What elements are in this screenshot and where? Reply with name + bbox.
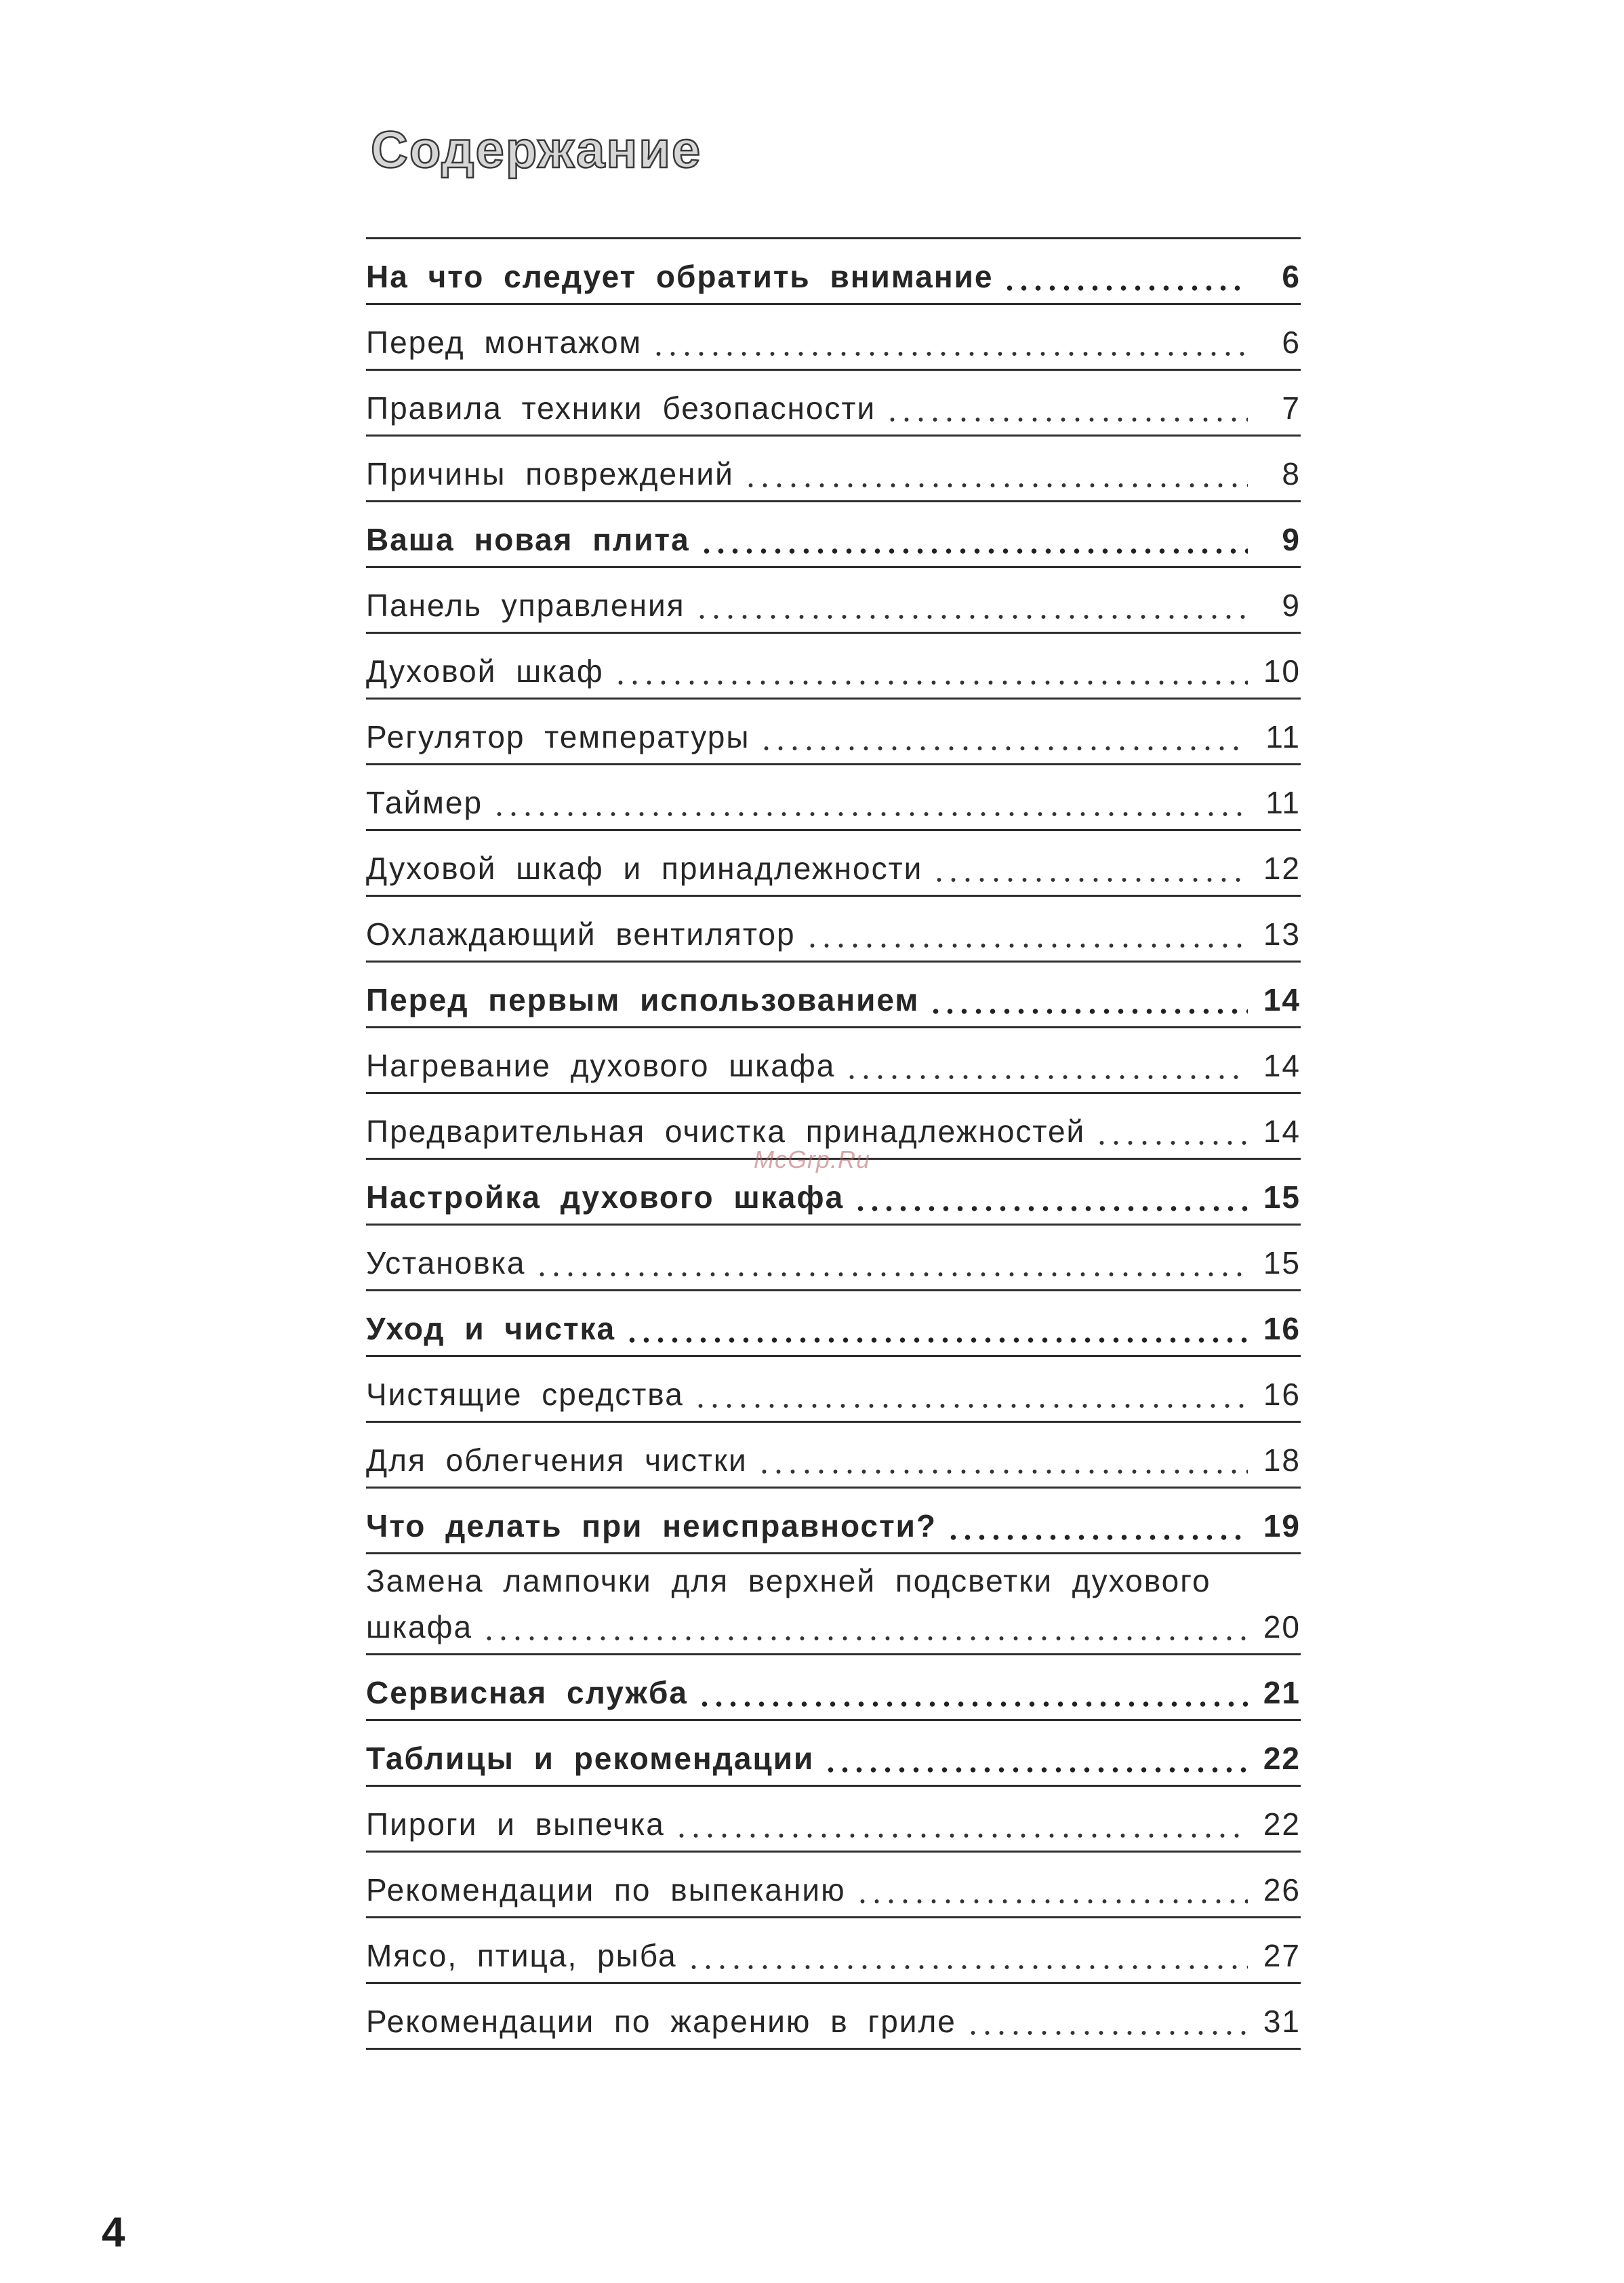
toc-entry-page: 14	[1263, 1114, 1301, 1149]
dot-leader	[674, 1833, 1248, 1838]
toc-entry[interactable]	[366, 437, 1301, 502]
toc-entry-page: 19	[1263, 1508, 1301, 1543]
toc-entry-label: Таблицы и рекомендации	[366, 1741, 815, 1776]
table-of-contents	[366, 237, 1301, 2050]
toc-entry-label: Панель управления	[366, 588, 685, 623]
toc-entry-label: Что делать при неисправности?	[366, 1508, 937, 1543]
toc-entry-page: 31	[1263, 2004, 1301, 2039]
toc-entry-label: Охлаждающий вентилятор	[366, 916, 796, 952]
dot-leader	[805, 943, 1248, 948]
dot-leader	[613, 680, 1248, 685]
toc-entry-label: Предварительная очистка принадлежностей	[366, 1114, 1086, 1149]
toc-entry[interactable]	[366, 305, 1301, 371]
dot-leader	[759, 746, 1248, 751]
toc-entry[interactable]	[366, 765, 1301, 831]
toc-entry-label: Таймер	[366, 785, 483, 820]
dot-leader	[699, 548, 1248, 554]
toc-entry-page: 14	[1263, 1048, 1301, 1083]
toc-entry[interactable]	[366, 1984, 1301, 2050]
toc-entry-page: 14	[1263, 982, 1301, 1017]
toc-entry-page: 18	[1263, 1442, 1301, 1478]
toc-entry-label-continued: шкафа	[366, 1609, 473, 1644]
toc-entry-page: 7	[1282, 390, 1301, 426]
dot-leader	[492, 811, 1248, 817]
dot-leader	[853, 1205, 1248, 1211]
dot-leader	[687, 1964, 1248, 1970]
toc-entry-page: 9	[1282, 588, 1301, 623]
page-number: 4	[102, 2209, 125, 2256]
toc-entry-label: Установка	[366, 1245, 526, 1280]
watermark: McGrp.Ru	[754, 1146, 871, 1173]
toc-entry-page: 15	[1263, 1179, 1301, 1215]
toc-entry[interactable]	[366, 568, 1301, 634]
toc-entry-page: 11	[1265, 785, 1301, 820]
toc-entry-page: 16	[1263, 1311, 1301, 1346]
toc-entry[interactable]	[366, 1554, 1301, 1655]
toc-entry-page: 21	[1263, 1675, 1301, 1710]
dot-leader	[625, 1337, 1248, 1343]
toc-entry[interactable]	[366, 371, 1301, 437]
toc-entry-page: 13	[1263, 916, 1301, 952]
toc-entry-page: 22	[1263, 1741, 1301, 1776]
toc-entry-label: Регулятор температуры	[366, 719, 750, 754]
dot-leader	[824, 1766, 1248, 1773]
toc-entry[interactable]	[366, 634, 1301, 700]
toc-entry[interactable]	[366, 1853, 1301, 1918]
dot-leader	[535, 1272, 1248, 1277]
toc-entry[interactable]	[366, 502, 1301, 568]
dot-leader	[845, 1074, 1248, 1080]
toc-entry[interactable]	[366, 1918, 1301, 1984]
toc-entry-page: 22	[1263, 1806, 1301, 1842]
dot-leader	[1002, 285, 1248, 291]
dot-leader	[929, 1008, 1248, 1014]
toc-entry-label: Нагревание духового шкафа	[366, 1048, 836, 1083]
toc-entry-label: Замена лампочки для верхней подсветки духового	[366, 1563, 1211, 1598]
dot-leader	[651, 351, 1248, 357]
toc-entry-label: Мясо, птица, рыба	[366, 1938, 677, 1973]
toc-entry-label: На что следует обратить внимание	[366, 259, 994, 294]
dot-leader	[693, 1403, 1248, 1409]
toc-entry[interactable]	[366, 897, 1301, 963]
toc-entry-label: Рекомендации по выпеканию	[366, 1872, 846, 1907]
toc-entry-page: 11	[1265, 719, 1301, 754]
toc-entry-label: Правила техники безопасности	[366, 390, 876, 426]
toc-entry-page: 15	[1263, 1245, 1301, 1280]
toc-entry-label: Рекомендации по жарению в гриле	[366, 2004, 956, 2039]
dot-leader	[966, 2030, 1248, 2036]
toc-entry-page: 8	[1282, 456, 1301, 491]
toc-entry-label: Для облегчения чистки	[366, 1442, 748, 1478]
toc-entry[interactable]	[366, 831, 1301, 897]
toc-entry-page: 6	[1282, 325, 1301, 360]
toc-entry-label: Пироги и выпечка	[366, 1806, 665, 1842]
toc-entry[interactable]	[366, 700, 1301, 765]
toc-entry[interactable]	[366, 239, 1301, 305]
toc-entry-page: 12	[1263, 851, 1301, 886]
toc-entry[interactable]	[366, 1721, 1301, 1787]
dot-leader	[757, 1469, 1248, 1474]
toc-entry-label: Уход и чистка	[366, 1311, 616, 1346]
toc-entry-label: Ваша новая плита	[366, 522, 690, 557]
toc-entry[interactable]	[366, 1787, 1301, 1853]
toc-entry-label: Настройка духового шкафа	[366, 1179, 845, 1215]
toc-entry[interactable]	[366, 1291, 1301, 1357]
toc-entry-page: 16	[1263, 1377, 1301, 1412]
dot-leader	[946, 1534, 1248, 1540]
toc-entry[interactable]	[366, 1028, 1301, 1094]
toc-entry-label: Перед первым использованием	[366, 982, 920, 1017]
dot-leader	[885, 417, 1248, 422]
toc-entry-label: Сервисная служба	[366, 1675, 688, 1710]
toc-entry-page: 9	[1282, 522, 1301, 557]
toc-entry-text	[366, 1562, 1301, 1645]
toc-entry-label: Чистящие средства	[366, 1377, 684, 1412]
toc-entry-label: Перед монтажом	[366, 325, 643, 360]
toc-entry-page: 10	[1263, 653, 1301, 689]
toc-entry-page: 20	[1263, 1609, 1301, 1644]
toc-entry-page: 26	[1263, 1872, 1301, 1907]
toc-entry-line2	[366, 1609, 1301, 1645]
toc-entry[interactable]	[366, 1423, 1301, 1489]
dot-leader	[695, 614, 1248, 620]
toc-entry-label: Духовой шкаф	[366, 653, 604, 689]
toc-entry[interactable]	[366, 1226, 1301, 1291]
toc-entry[interactable]	[366, 1489, 1301, 1554]
toc-entry-label: Духовой шкаф и принадлежности	[366, 851, 923, 886]
dot-leader	[697, 1701, 1248, 1707]
dot-leader	[932, 877, 1248, 883]
dot-leader	[482, 1636, 1248, 1641]
dot-leader	[1095, 1140, 1248, 1146]
dot-leader	[744, 483, 1248, 488]
toc-entry-page: 6	[1282, 259, 1301, 294]
toc-entry[interactable]	[366, 1655, 1301, 1721]
page-title: Содержание	[371, 121, 702, 179]
toc-entry[interactable]	[366, 1357, 1301, 1423]
toc-entry-label: Причины повреждений	[366, 456, 734, 491]
toc-entry-page: 27	[1263, 1938, 1301, 1973]
dot-leader	[855, 1899, 1248, 1904]
toc-entry[interactable]	[366, 963, 1301, 1028]
